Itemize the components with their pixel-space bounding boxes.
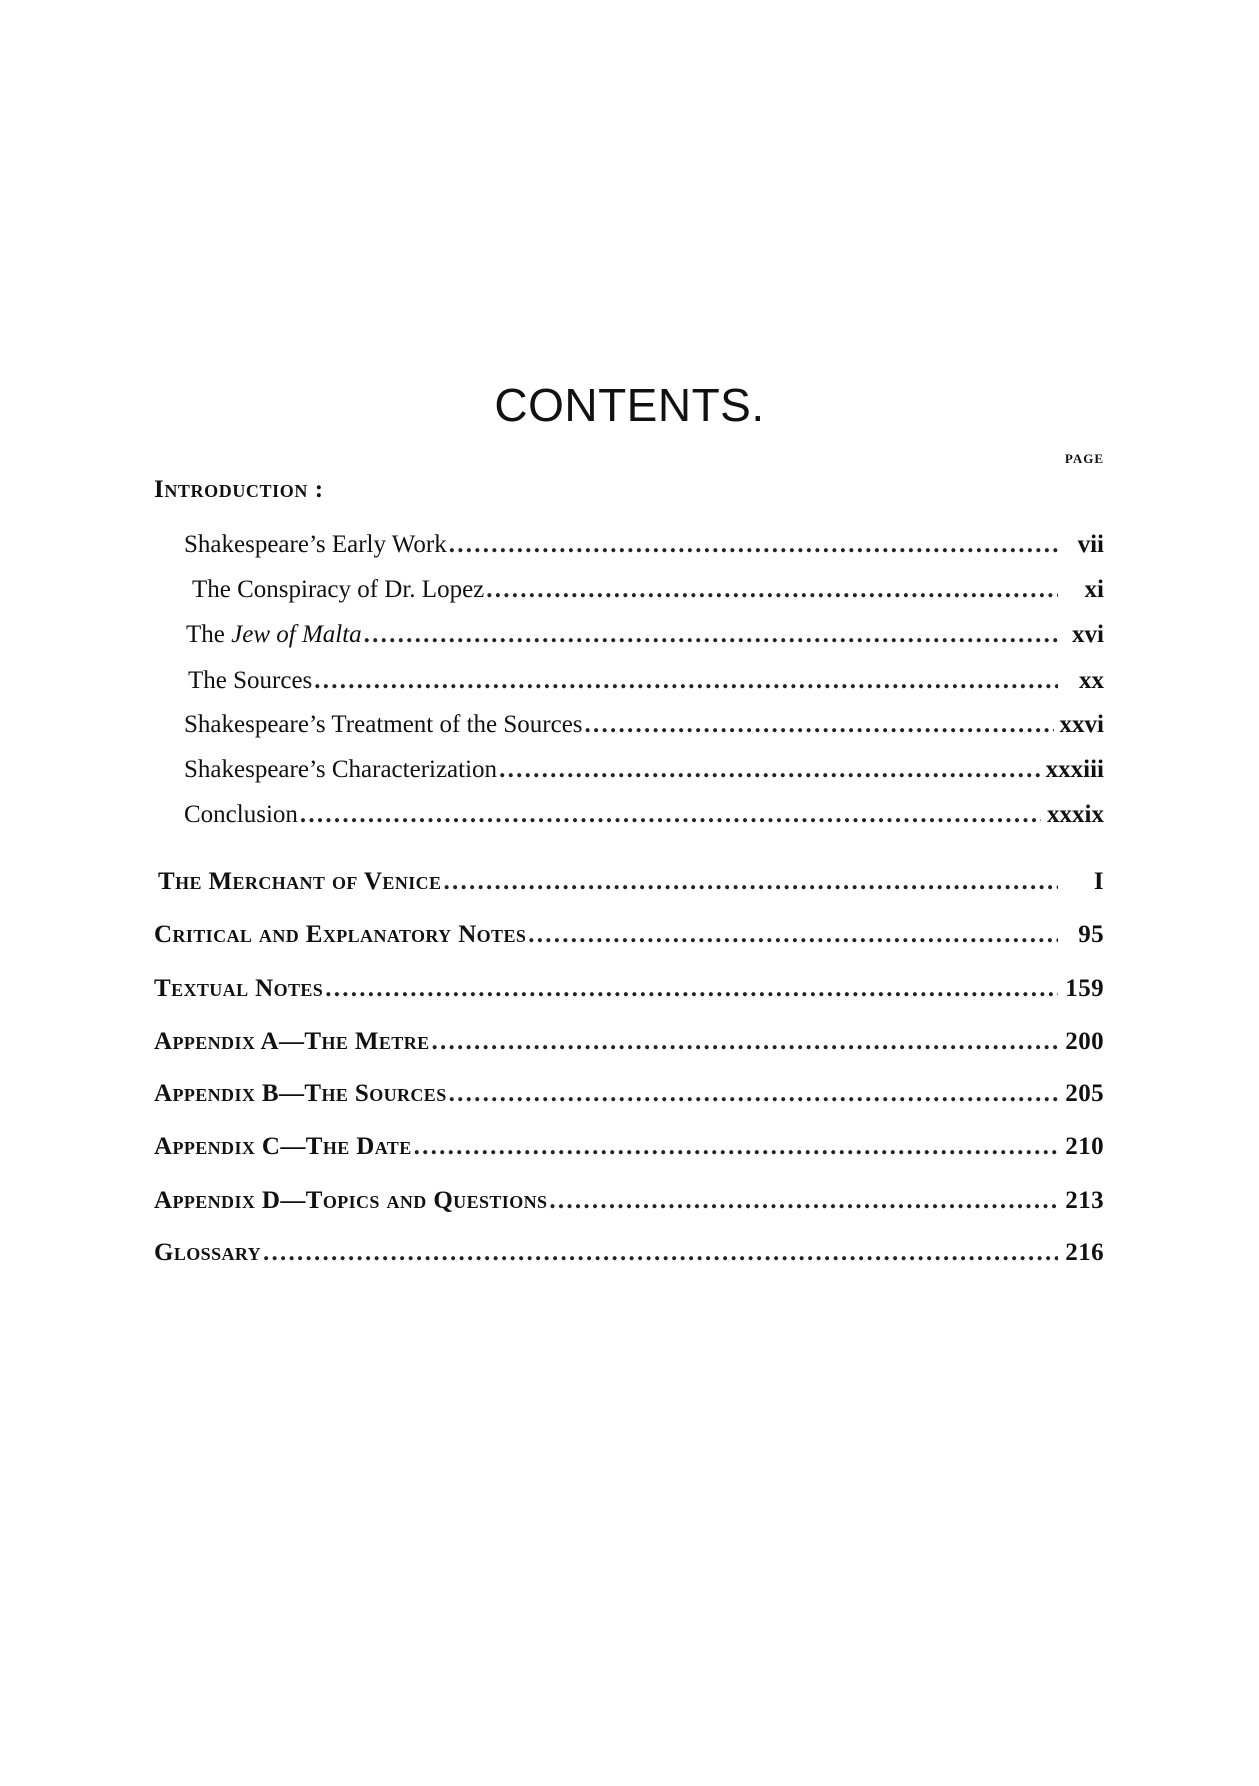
dot-leader (499, 753, 1040, 787)
dot-leader (449, 1077, 1058, 1111)
toc-entry-label: The Merchant of Venice (158, 868, 442, 895)
toc-entry-page: I (1093, 868, 1104, 895)
toc-entry-appendix-c[interactable] (154, 1130, 1104, 1164)
toc-entry-label: Conclusion (184, 801, 298, 828)
toc-entry-jew-of-malta[interactable] (186, 618, 1104, 652)
dot-leader (432, 1025, 1058, 1059)
toc-entry-page: 95 (1078, 921, 1104, 948)
toc-entry-appendix-b[interactable] (154, 1077, 1104, 1111)
toc-entry-label: The Sources (188, 667, 313, 694)
toc-entry-label: Textual Notes (154, 975, 324, 1002)
toc-entry-label: The Conspiracy of Dr. Lopez (192, 576, 485, 603)
dot-leader (414, 1130, 1058, 1164)
toc-entry-the-sources[interactable] (188, 664, 1104, 698)
toc-entry-conclusion[interactable] (184, 798, 1104, 832)
toc-entry-glossary[interactable] (154, 1236, 1104, 1270)
toc-entry-page: xx (1079, 667, 1104, 694)
toc-entry-early-work[interactable] (184, 528, 1104, 562)
toc-entry-merchant-of-venice[interactable] (158, 865, 1104, 899)
dot-leader (300, 798, 1041, 832)
toc-entry-page: 216 (1065, 1239, 1104, 1266)
toc-entry-treatment-of-sources[interactable] (184, 708, 1104, 742)
toc-entry-page: 159 (1065, 975, 1104, 1002)
toc-entry-appendix-d[interactable] (154, 1184, 1104, 1218)
toc-entry-label: Appendix A—The Metre (154, 1028, 430, 1055)
toc-entry-page: xxxix (1047, 801, 1104, 828)
toc-entry-page: xi (1084, 576, 1104, 603)
toc-entry-page: xvi (1072, 621, 1104, 648)
toc-entry-label-italic: Jew of Malta (231, 621, 362, 648)
dot-leader (314, 664, 1058, 698)
toc-entry-page: xxvi (1059, 711, 1104, 738)
toc-entry-label: Glossary (154, 1239, 262, 1266)
toc-entry-label-prefix: The (186, 621, 232, 648)
dot-leader (263, 1236, 1058, 1270)
page-column-label: PAGE (1064, 451, 1104, 466)
toc-entry-page: 200 (1065, 1028, 1104, 1055)
toc-entry-textual-notes[interactable] (154, 972, 1104, 1006)
toc-entry-label: Shakespeare’s Characterization (184, 756, 498, 783)
toc-entry-conspiracy-lopez[interactable] (192, 573, 1104, 607)
introduction-heading: Introduction : (154, 476, 324, 503)
toc-entry-label: Shakespeare’s Early Work (184, 531, 447, 558)
toc-entry-label (186, 618, 364, 652)
dot-leader (585, 708, 1054, 742)
dot-leader (325, 972, 1058, 1006)
toc-entry-label: Appendix D—Topics and Questions (154, 1187, 548, 1214)
toc-entry-label: Critical and Explanatory Notes (154, 921, 527, 948)
toc-entry-label: Shakespeare’s Treatment of the Sources (184, 711, 583, 738)
toc-entry-page: 213 (1065, 1187, 1104, 1214)
dot-leader (486, 573, 1058, 607)
dot-leader (443, 865, 1058, 899)
dot-leader (528, 918, 1058, 952)
dot-leader (364, 618, 1058, 652)
toc-entry-appendix-a[interactable] (154, 1025, 1104, 1059)
dot-leader (449, 528, 1058, 562)
toc-entry-critical-notes[interactable] (154, 918, 1104, 952)
toc-entry-page: xxxiii (1045, 756, 1104, 783)
toc-entry-page: 210 (1065, 1133, 1104, 1160)
toc-entry-label: Appendix B—The Sources (154, 1080, 447, 1107)
dot-leader (549, 1184, 1058, 1218)
toc-entry-page: vii (1077, 531, 1104, 558)
toc-entry-characterization[interactable] (184, 753, 1104, 787)
toc-entry-label: Appendix C—The Date (154, 1133, 412, 1160)
page-title: CONTENTS. (494, 379, 765, 431)
toc-entry-page: 205 (1065, 1080, 1104, 1107)
